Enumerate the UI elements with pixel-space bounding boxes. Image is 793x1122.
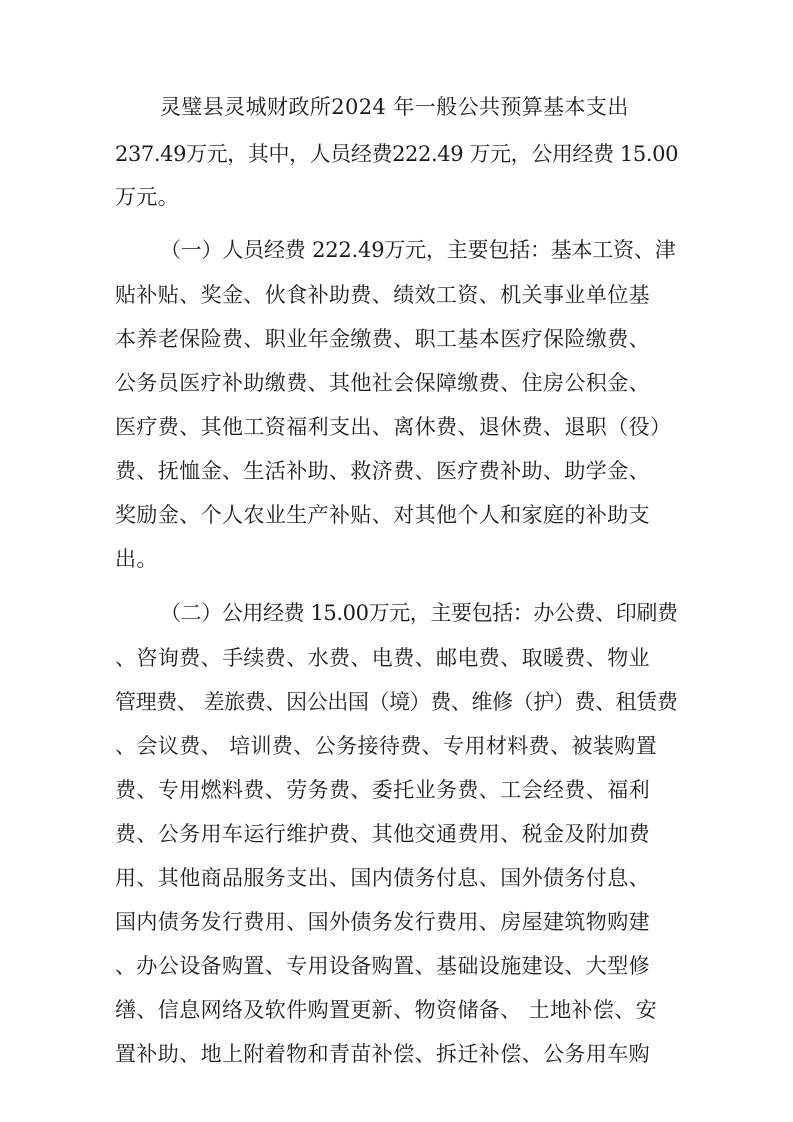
- public-line-6: 费、公务用车运行维护费、其他交通费用、税金及附加费: [115, 822, 650, 846]
- personnel-line-2: 贴补贴、奖金、伙食补助费、绩效工资、机关事业单位基: [115, 283, 650, 307]
- public-line-1: （二）公用经费 15.00万元，主要包括：办公费、印刷费: [160, 601, 678, 625]
- public-line-10: 缮、信息网络及软件购置更新、物资储备、 土地补偿、安: [115, 998, 658, 1022]
- public-line-7: 用、其他商品服务支出、国内债务付息、国外债务付息、: [115, 866, 650, 890]
- public-line-9: 、办公设备购置、专用设备购置、基础设施建设、大型修: [115, 954, 650, 978]
- personnel-line-1: （一）人员经费 222.49万元，主要包括：基本工资、津: [160, 238, 676, 262]
- public-line-5: 费、专用燃料费、劳务费、委托业务费、工会经费、福利: [115, 778, 650, 802]
- personnel-line-8: 出。: [115, 547, 158, 571]
- public-line-2: 、咨询费、手续费、水费、电费、邮电费、取暖费、物业: [115, 646, 650, 670]
- public-line-4: 、会议费、 培训费、公务接待费、专用材料费、被装购置: [115, 734, 658, 758]
- public-line-8: 国内债务发行费用、国外债务发行费用、房屋建筑物购建: [115, 910, 650, 934]
- summary-line-1: 灵璧县灵城财政所2024 年一般公共预算基本支出: [160, 95, 629, 119]
- personnel-line-6: 费、抚恤金、生活补助、救济费、医疗费补助、助学金、: [115, 459, 650, 483]
- personnel-line-7: 奖励金、个人农业生产补贴、对其他个人和家庭的补助支: [115, 503, 650, 527]
- summary-line-3: 万元。: [115, 185, 180, 209]
- personnel-line-4: 公务员医疗补助缴费、其他社会保障缴费、住房公积金、: [115, 371, 650, 395]
- personnel-line-5: 医疗费、其他工资福利支出、离休费、退休费、退职（役）: [115, 415, 672, 439]
- public-line-11: 置补助、地上附着物和青苗补偿、拆迁补偿、公务用车购: [115, 1042, 650, 1066]
- personnel-line-3: 本养老保险费、职业年金缴费、职工基本医疗保险缴费、: [115, 327, 650, 351]
- summary-line-2: 237.49万元，其中，人员经费222.49 万元，公用经费 15.00: [115, 142, 679, 166]
- public-line-3: 管理费、 差旅费、因公出国（境）费、维修（护）费、租赁费: [115, 690, 678, 714]
